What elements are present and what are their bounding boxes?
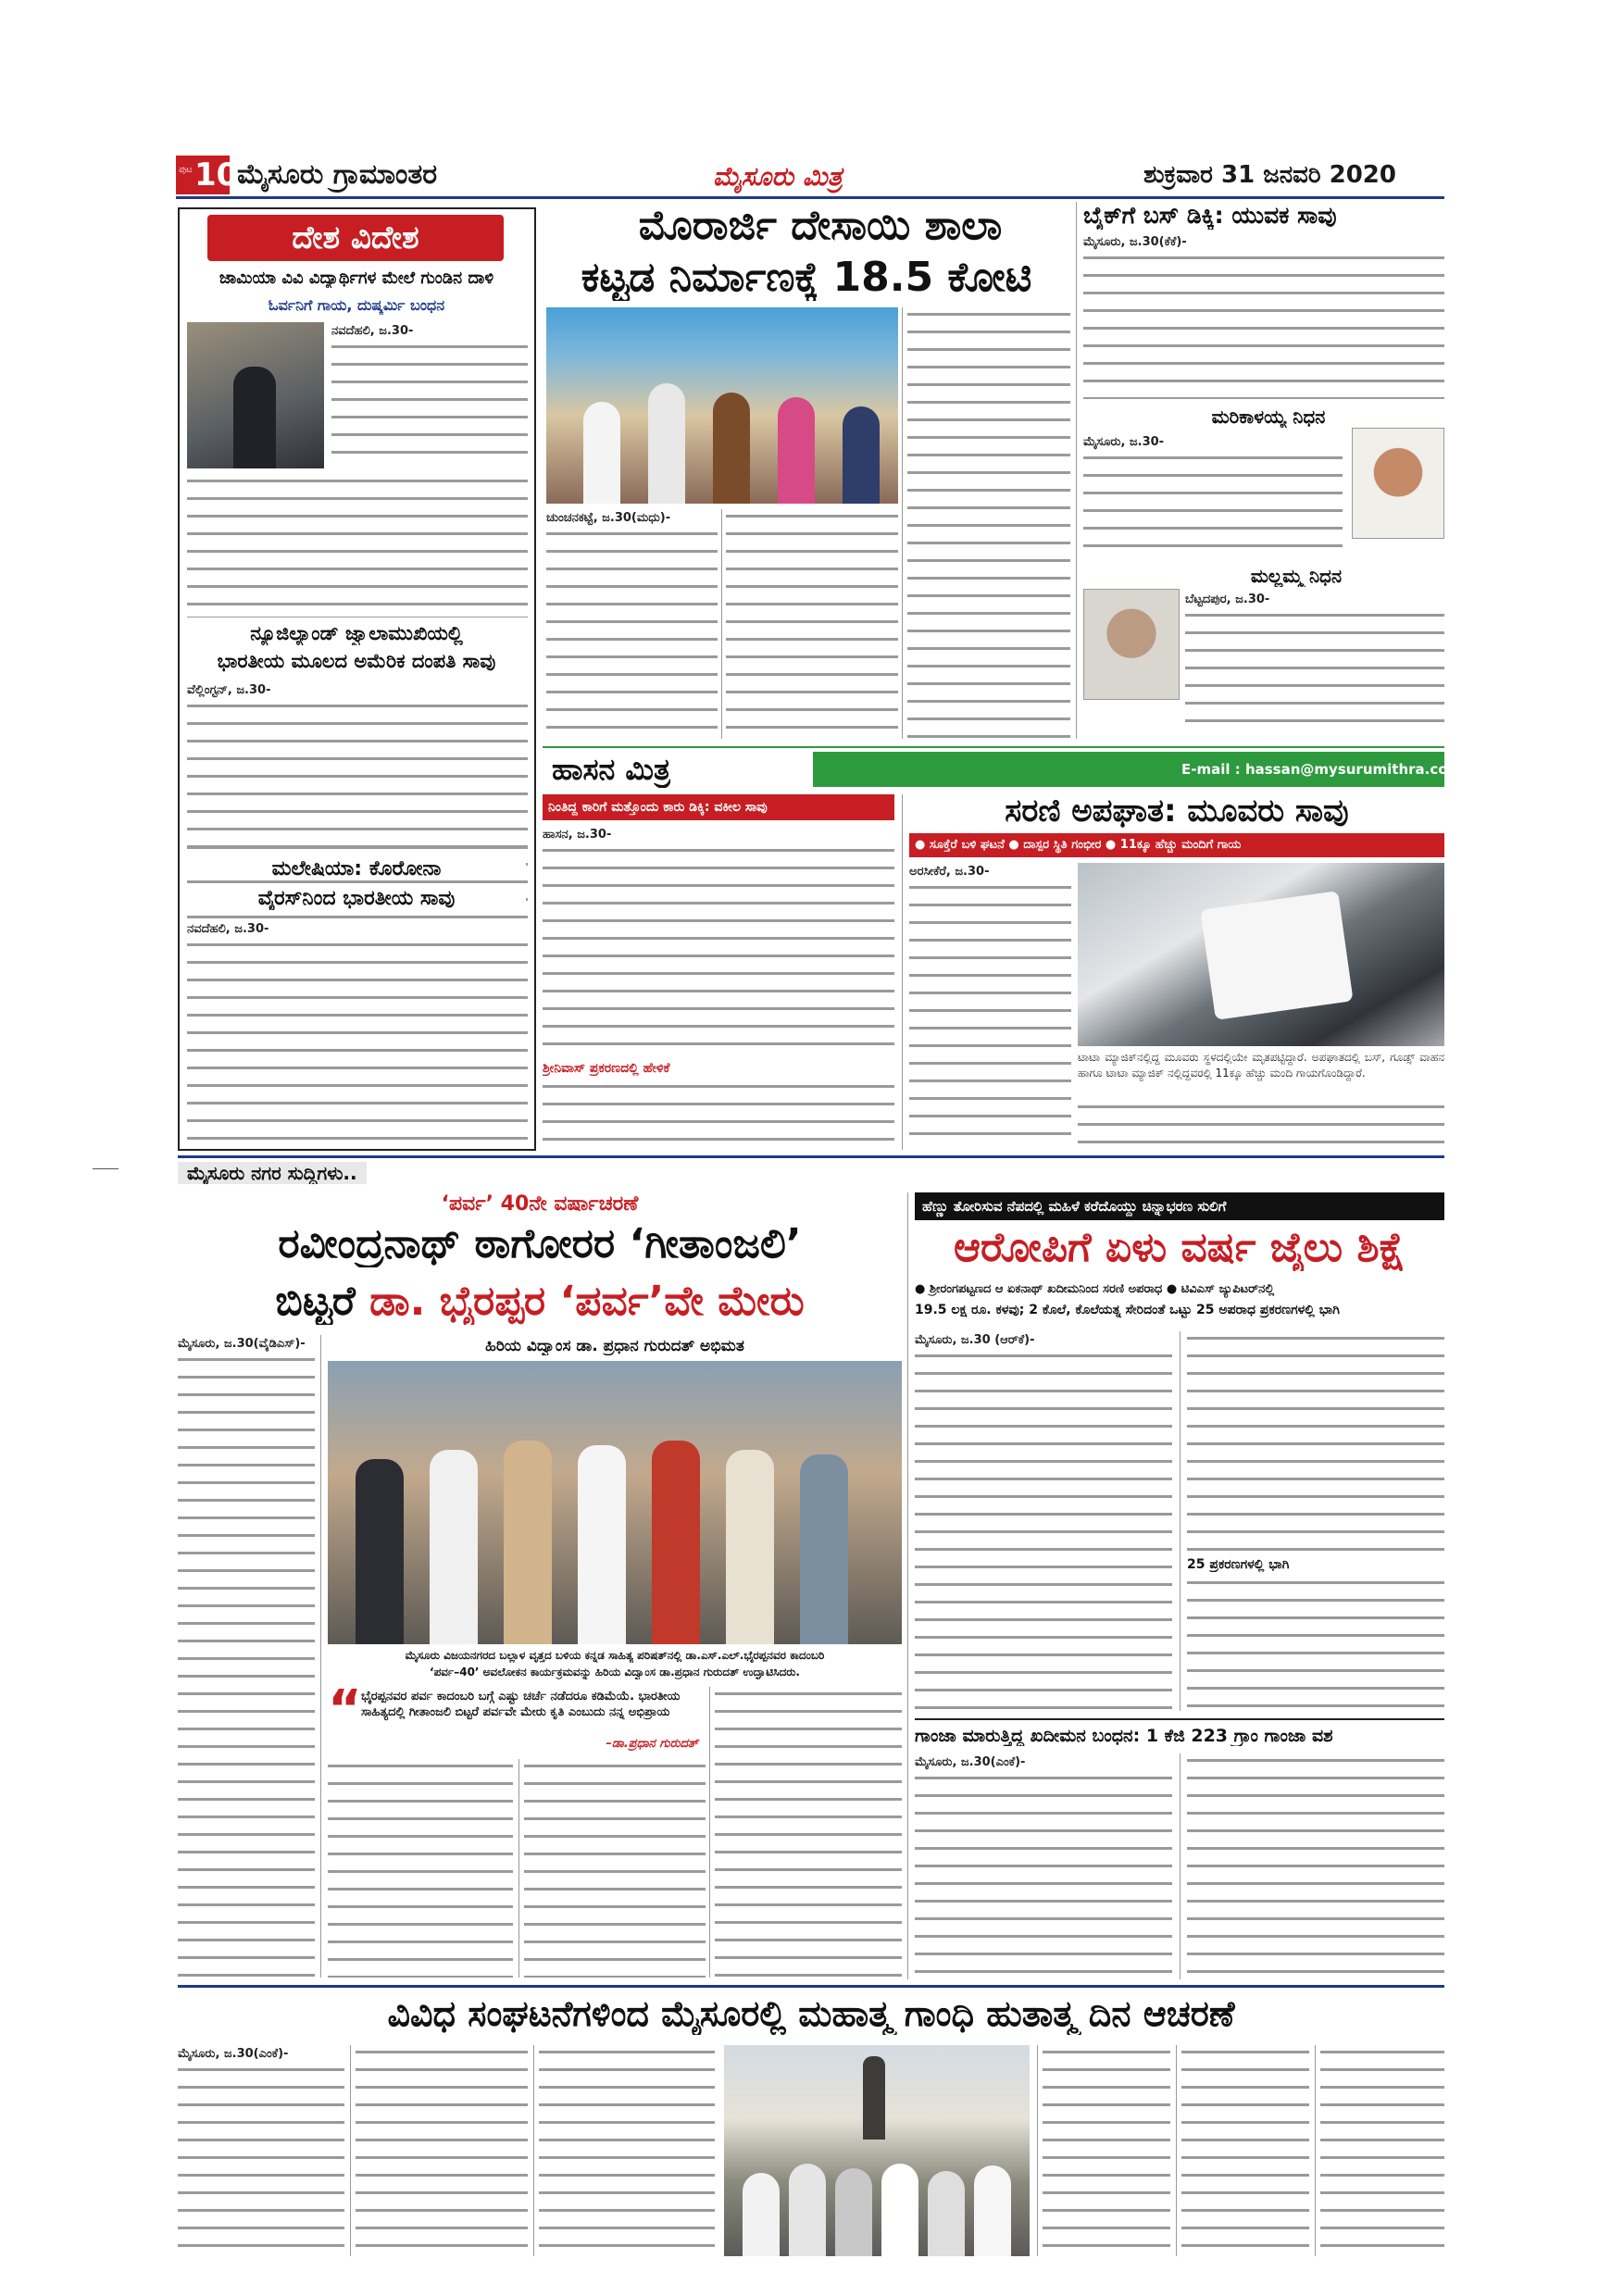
story3-dateline: ನವದೆಹಲಿ, ಜ.30- <box>187 922 269 936</box>
obit2-headline: ಮಲ್ಲಮ್ಮ ನಿಧನ <box>1250 565 1343 587</box>
desha-videsha-box <box>178 207 536 1151</box>
sarani-photo <box>1078 863 1444 1046</box>
bike-bus-dateline: ಮೈಸೂರು, ಜ.30(ಕೆಕೆ)- <box>1083 235 1187 249</box>
sarani-body-col1 <box>909 863 1071 1150</box>
obit2-photo <box>1083 589 1180 700</box>
hassan-red-strip: ನಿಂತಿದ್ದ ಕಾರಿಗೆ ಮತ್ತೊಂದು ಕಾರು ಡಿಕ್ಕಿ: ವಕೀಲ ಸಾವು <box>543 794 894 820</box>
tagore-headline-1: ರವೀಂದ್ರನಾಥ್ ಠಾಗೋರರ ‘ಗೀತಾಂಜಲಿ’ <box>278 1220 802 1267</box>
ganja-body-col1 <box>915 1753 1172 1979</box>
morarji-body-col3 <box>907 307 1070 739</box>
hassan-banner: ಹಾಸನ ಮಿತ್ರ <box>552 752 671 787</box>
page-number-badge <box>176 156 239 194</box>
margin-tick <box>93 1168 119 1169</box>
obit2-body <box>1185 591 1444 737</box>
bike-bus-body <box>1083 233 1444 400</box>
gandhi-body-col1 <box>178 2045 344 2256</box>
tagore-photo <box>328 1361 902 1644</box>
sarani-strip: ● ಸೂಕ್ತೆರೆ ಬಳಿ ಘಟನೆ ● ದಾಸ್ಪರ ಸ್ಥಿತಿ ಗಂಭೀರ ● 11ಕ್ಕೂ ಹೆಚ್ಚು ಮಂದಿಗೆ ಗಾಯ <box>909 833 1444 857</box>
tagore-kicker: ‘ಪರ್ವ’ 40ನೇ ವರ್ಷಾಚರಣೆ <box>441 1192 639 1216</box>
story1-body <box>331 322 528 468</box>
story3-headline-1: ಮಲೇಷಿಯಾ: ಕೊರೋನಾ <box>187 857 526 880</box>
gandhi-body-col4 <box>1043 2045 1170 2256</box>
masthead-rule <box>176 196 1444 199</box>
gandhi-photo <box>724 2045 1030 2256</box>
hassan-email: E-mail : hassan@mysurumithra.com <box>1181 761 1463 778</box>
jail-bullet-2: ಟಿವಿಎಸ್ ಜ್ಯುಪಿಟರ್‌ನಲ್ಲಿ <box>1181 1282 1275 1296</box>
jail-bullet-1: ಶ್ರೀರಂಗಪಟ್ಟಣದ ಆ ಏಕನಾಥ್ ಖದೀಮನಿಂದ ಸರಣಿ ಅಪರಾಧ <box>929 1282 1163 1296</box>
sarani-headline: ಸರಣಿ ಅಪಘಾತ: ಮೂವರು ಸಾವು <box>1005 792 1349 830</box>
obit1-dateline: ಮೈಸೂರು, ಜ.30- <box>1083 435 1165 449</box>
bike-bus-headline: ಬೈಕ್‌ಗೆ ಬಸ್ ಡಿಕ್ಕಿ: ಯುವಕ ಸಾವು <box>1083 202 1337 229</box>
ganja-story <box>915 1718 1444 1981</box>
desha-videsha-title: ದೇಶ ವಿದೇಶ <box>292 219 419 256</box>
jail-sub2: 25 ಪ್ರಕರಣಗಳಲ್ಲಿ ಭಾಗಿ <box>1187 1557 1290 1572</box>
obit1-headline: ಮರಿಕಾಳಯ್ಯ ನಿಧನ <box>1211 406 1326 428</box>
jail-story <box>915 1192 1444 1711</box>
obit2-dateline: ಬೆಟ್ಟದಪುರ, ಜ.30- <box>1185 593 1270 606</box>
gandhi-body-col5 <box>1181 2045 1309 2256</box>
jail-body-col1 <box>915 1331 1172 1711</box>
tagore-body-col4 <box>715 1687 902 1978</box>
hassan-section <box>543 746 1463 1152</box>
tagore-sub: ಹಿರಿಯ ವಿದ್ವಾಂಸ ಡಾ. ಪ್ರಧಾನ ಗುರುದತ್ ಅಭಿಮತ <box>485 1337 744 1355</box>
story2-headline-2: ಭಾರತೀಯ ಮೂಲದ ಅಮೆರಿಕ ದಂಪತಿ ಸಾವು <box>217 650 496 672</box>
tagore-body-col2 <box>328 1759 513 1978</box>
ganja-dateline: ಮೈಸೂರು, ಜ.30(ಎಂಕೆ)- <box>915 1755 1026 1769</box>
morarji-story <box>543 202 1070 739</box>
sarani-body-col2 <box>1078 1100 1444 1150</box>
mysuru-nagara-label: ಮೈಸೂರು ನಗರ ಸುದ್ದಿಗಳು.. <box>178 1162 367 1184</box>
morarji-body-col2 <box>726 509 898 739</box>
jail-bullets: ● ಶ್ರೀರಂಗಪಟ್ಟಣದ ಆ ಏಕನಾಥ್ ಖದೀಮನಿಂದ ಸರಣಿ ಅಪರಾಧ ● ಟಿವಿಎಸ್ ಜ್ಯುಪಿಟರ್‌ನಲ್ಲಿ 19.5 ಲಕ್ಷ ರೂ. ಕಳವು; 2 ಕೊಲೆ, ಕೊಲೆಯತ್ನ ಸೇರಿದಂತೆ ಒಟ್ಟು 25 ಅಪರಾಧ ಪ್ರಕರಣಗಳಲ್ಲಿ ಭಾಗಿ <box>915 1279 1444 1328</box>
gandhi-story <box>178 1985 1444 2258</box>
page-label: ಪುಟ <box>179 165 193 175</box>
jail-bullet-3: 19.5 ಲಕ್ಷ ರೂ. ಕಳವು; 2 ಕೊಲೆ, ಕೊಲೆಯತ್ನ ಸೇರಿದಂತೆ ಒಟ್ಟು 25 ಅಪರಾಧ ಪ್ರಕರಣಗಳಲ್ಲಿ ಭಾಗಿ <box>915 1303 1340 1317</box>
tagore-body-col1 <box>178 1335 315 1978</box>
paper-name: ಮೈಸೂರು ಮಿತ್ರ <box>713 161 843 192</box>
bike-bus-story <box>1083 202 1444 739</box>
morarji-headline-2: ಕಟ್ಟಡ ನಿರ್ಮಾಣಕ್ಕೆ 18.5 ಕೋಟಿ <box>581 254 1032 301</box>
hassan-sub1: ಶ್ರೀನಿವಾಸ್ ಪ್ರಕರಣದಲ್ಲಿ ಹೇಳಿಕೆ <box>543 1061 670 1076</box>
issue-date: ಶುಕ್ರವಾರ 31 ಜನವರಿ 2020 <box>1143 161 1396 189</box>
desha-videsha-banner <box>207 215 504 261</box>
sarani-strip-3: 11ಕ್ಕೂ ಹೆಚ್ಚು ಮಂದಿಗೆ ಗಾಯ <box>1119 838 1242 852</box>
mysuru-nagara-bar <box>178 1155 1444 1190</box>
jail-body-col2b <box>1187 1576 1444 1711</box>
story1-subhead: ಓರ್ವನಿಗೆ ಗಾಯ, ದುಷ್ಕರ್ಮಿ ಬಂಧನ <box>268 296 445 314</box>
story1-photo <box>187 322 324 468</box>
tagore-dateline: ಮೈಸೂರು, ಜ.30(ವೈಡಿಎಸ್)- <box>178 1337 306 1351</box>
masthead <box>176 156 1444 198</box>
story2-dateline: ವೆಲ್ಲಿಂಗ್ಟನ್, ಜ.30- <box>187 683 271 697</box>
section-title: ಮೈಸೂರು ಗ್ರಾಮಾಂತರ <box>237 158 438 191</box>
tagore-headline-2a: ಬಿಟ್ಟರೆ <box>275 1278 370 1325</box>
ganja-headline: ಗಾಂಜಾ ಮಾರುತ್ತಿದ್ದ ಖದೀಮನ ಬಂಧನ: 1 ಕೆಜಿ 223 ಗ್ರಾಂ ಗಾಂಜಾ ವಶ <box>915 1726 1333 1746</box>
story1-headline: ಜಾಮಿಯಾ ವಿವಿ ವಿದ್ಯಾರ್ಥಿಗಳ ಮೇಲೆ ಗುಂಡಿನ ದಾಳಿ <box>219 268 494 288</box>
tagore-headline-2b: ಡಾ. ಭೈರಪ್ಪರ ‘ಪರ್ವ’ವೇ ಮೇರು <box>369 1278 805 1325</box>
quote-mark-icon: “ <box>328 1679 362 1740</box>
morarji-headline-1: ಮೊರಾರ್ಜಿ ದೇಸಾಯಿ ಶಾಲಾ <box>638 202 1003 249</box>
morarji-body-col1 <box>546 509 718 739</box>
story1-dateline: ನವದೆಹಲಿ, ಜ.30- <box>331 324 414 338</box>
sarani-photo-caption: ಟಾಟಾ ಮ್ಯಾಜಿಕ್‌ನಲ್ಲಿದ್ದ ಮೂವರು ಸ್ಥಳದಲ್ಲಿಯೇ ಮೃತಪಟ್ಟಿದ್ದಾರೆ. ಅಪಘಾತದಲ್ಲಿ ಬಸ್, ಗೂಡ್ಸ್ ವಾಹನ ಹಾಗೂ ಟಾಟಾ ಮ್ಯಾಜಿಕ್ ನಲ್ಲಿದ್ದವರಲ್ಲಿ 11ಕ್ಕೂ ಹೆಚ್ಚು ಮಂದಿ ಗಾಯಗೊಂಡಿದ್ದಾರೆ. <box>1078 1051 1444 1079</box>
jail-headline: ಆರೋಪಿಗೆ ಏಳು ವರ್ಷ ಜೈಲು ಶಿಕ್ಷೆ <box>954 1224 1405 1271</box>
morarji-dateline: ಚುಂಚನಕಟ್ಟೆ, ಜ.30(ಮಧು)- <box>546 511 671 525</box>
sarani-strip-2: ದಾಸ್ಪರ ಸ್ಥಿತಿ ಗಂಭೀರ <box>1023 838 1102 852</box>
gandhi-body-col3 <box>539 2045 715 2256</box>
jail-kicker-bar: ಹೆಣ್ಣು ತೋರಿಸುವ ನೆಪದಲ್ಲಿ ಮಹಿಳೆ ಕರೆದೊಯ್ದು ಚಿನ್ನಾಭರಣ ಸುಲಿಗೆ <box>915 1192 1444 1220</box>
morarji-photo <box>546 307 898 504</box>
hassan-body-1 <box>543 826 894 1057</box>
tagore-quote: ಭೈರಪ್ಪನವರ ಪರ್ವ ಕಾದಂಬರಿ ಬಗ್ಗೆ ಎಷ್ಟು ಚರ್ಚೆ ನಡೆದರೂ ಕಡಿಮೆಯೆ. ಭಾರತೀಯ ಸಾಹಿತ್ಯದಲ್ಲಿ ಗೀತಾಂಜಲಿ ಬಿಟ್ಟರೆ ಪರ್ವವೇ ಮೇರು ಕೃತಿ ಎಂಬುದು ನನ್ನ ಅಭಿಪ್ರಾಯ <box>361 1690 681 1719</box>
gandhi-body-col2 <box>356 2045 528 2256</box>
tagore-quote-box <box>328 1679 702 1753</box>
hassan-dateline: ಹಾಸನ, ಜ.30- <box>543 828 612 842</box>
page-number: 10 <box>194 156 239 193</box>
story3-headline-2: ವೈರಸ್‌ನಿಂದ ಭಾರತೀಯ ಸಾವು <box>187 887 526 910</box>
sarani-strip-1: ಸೂಕ್ತೆರೆ ಬಳಿ ಘಟನೆ <box>929 838 1005 852</box>
jail-body-col2 <box>1187 1331 1444 1552</box>
story3-body <box>187 920 528 1142</box>
gandhi-headline: ವಿವಿಧ ಸಂಘಟನೆಗಳಿಂದ ಮೈಸೂರಲ್ಲಿ ಮಹಾತ್ಮ ಗಾಂಧಿ ಹುತಾತ್ಮ ದಿನ ಆಚರಣೆ <box>387 1993 1235 2034</box>
ganja-body-col2 <box>1187 1753 1444 1979</box>
tagore-quote-attrib: –ಡಾ.ಪ್ರಧಾನ ಗುರುದತ್ <box>606 1737 698 1751</box>
obit1-body <box>1083 433 1343 563</box>
gandhi-dateline: ಮೈಸೂರು, ಜ.30(ಎಂಕೆ)- <box>178 2047 289 2061</box>
sarani-dateline: ಅರಸೀಕೆರೆ, ಜ.30- <box>909 865 990 879</box>
gandhi-body-col6 <box>1320 2045 1444 2256</box>
tagore-photo-caption-2: ‘ಪರ್ವ–40’ ಅವಲೋಕನ ಕಾರ್ಯಕ್ರಮವನ್ನು ಹಿರಿಯ ವಿದ್ವಾಂಸ ಡಾ.ಪ್ರಧಾನ ಗುರುದತ್ ಉದ್ಘಾಟಿಸಿದರು. <box>430 1666 800 1678</box>
story2-headline-1: ನ್ಯೂಜಿಲ್ಯಾಂಡ್ ಜ್ವಾಲಾಮುಖಿಯಲ್ಲಿ <box>250 622 463 644</box>
story1-body-cont <box>187 474 528 613</box>
tagore-body-col3 <box>524 1759 706 1978</box>
jail-dateline: ಮೈಸೂರು, ಜ.30 (ಆರ್‌ಕೆ)- <box>915 1333 1035 1347</box>
tagore-story <box>178 1192 902 1979</box>
tagore-photo-caption-1: ಮೈಸೂರು ವಿಜಯನಗರದ ಬಲ್ಲಾಳ ವೃತ್ತದ ಬಳಿಯ ಕನ್ನಡ ಸಾಹಿತ್ಯ ಪರಿಷತ್‌ನಲ್ಲಿ ಡಾ.ಎಸ್.ಎಲ್.ಭೈರಪ್ಪನವರ ಕಾದಂಬರಿ <box>405 1649 825 1662</box>
hassan-body-2 <box>543 1079 894 1150</box>
obit1-photo <box>1352 428 1444 539</box>
tagore-headline-2 <box>178 1278 902 1325</box>
